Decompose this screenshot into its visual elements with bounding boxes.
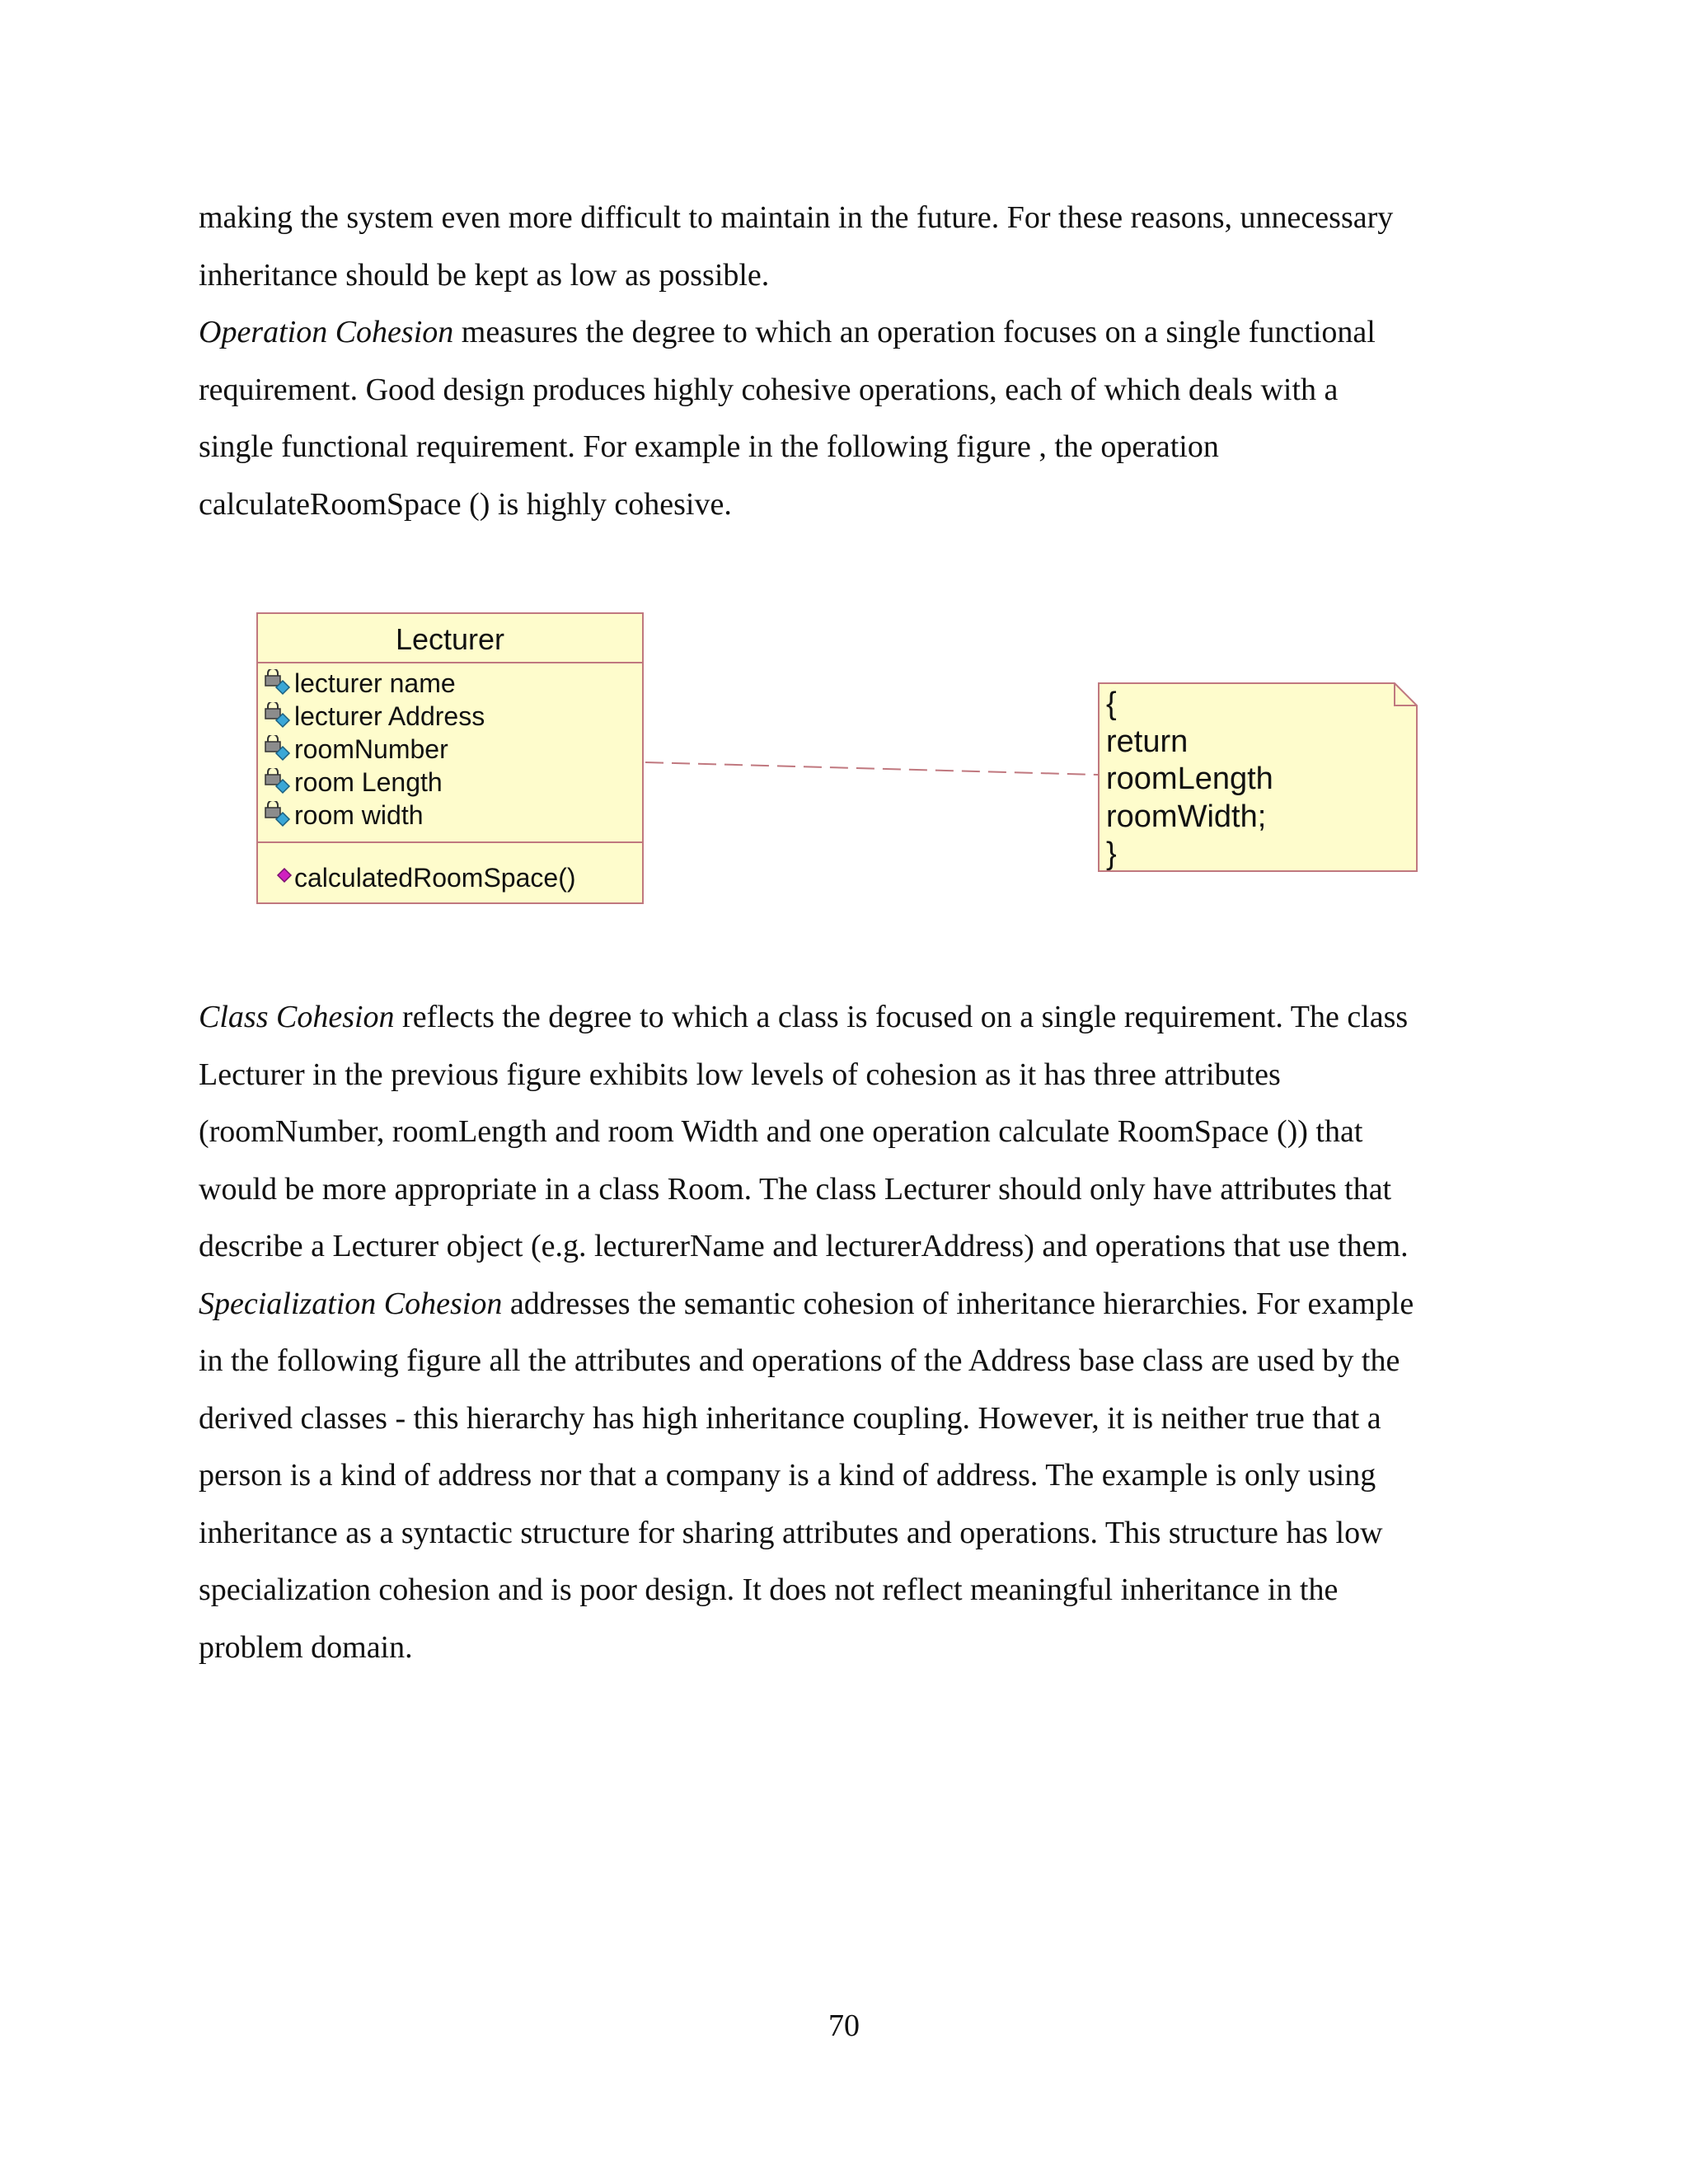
uml-attribute <box>258 799 642 832</box>
uml-attribute <box>258 667 642 700</box>
uml-attribute-label: roomNumber <box>294 733 448 764</box>
uml-operation-label: calculatedRoomSpace() <box>294 862 576 893</box>
uml-attribute <box>258 700 642 733</box>
text-line: in the following figure all the attributes and operations of the Address base class are used by the <box>199 1343 1400 1378</box>
text-line: Lecturer in the previous figure exhibits low levels of cohesion as it has three attributes <box>199 1057 1281 1092</box>
uml-attribute-label: lecturer name <box>294 668 456 698</box>
text-fragment: reflects the degree to which a class is focused on a single requirement. The class <box>394 1000 1409 1034</box>
text-fragment: addresses the semantic cohesion of inheritance hierarchies. For example <box>502 1286 1414 1321</box>
text-line: derived classes - this hierarchy has high inheritance coupling. However, it is neither true that a <box>199 1400 1381 1436</box>
uml-note <box>1098 682 1418 872</box>
private-attribute-icon <box>263 768 293 796</box>
note-line: return <box>1106 724 1189 759</box>
text-line: describe a Lecturer object (e.g. lecturerName and lecturerAddress) and operations that use them. <box>199 1229 1409 1263</box>
uml-attribute <box>258 766 642 799</box>
uml-attribute <box>258 733 642 766</box>
text-line: (roomNumber, roomLength and room Width and one operation calculate RoomSpace ()) that <box>199 1114 1363 1149</box>
text-line: inheritance should be kept as low as possible. <box>199 257 770 293</box>
text-line <box>199 989 1509 1047</box>
note-line: roomLength <box>1106 762 1273 796</box>
term-specialization-cohesion: Specialization Cohesion <box>199 1286 503 1321</box>
text-line <box>199 1276 1509 1333</box>
text-line <box>199 304 1509 362</box>
uml-operation-list <box>258 843 642 894</box>
text-line: requirement. Good design produces highly cohesive operations, each of which deals with a <box>199 372 1339 407</box>
text-line: problem domain. <box>199 1629 413 1665</box>
private-attribute-icon <box>263 702 293 730</box>
term-class-cohesion: Class Cohesion <box>199 1000 395 1034</box>
uml-operation <box>258 861 642 894</box>
note-line: } <box>1106 837 1117 871</box>
note-line: { <box>1106 687 1117 721</box>
dashed-note-link <box>645 762 1098 775</box>
text-line: specialization cohesion and is poor design. It does not reflect meaningful inheritance in the <box>199 1572 1339 1607</box>
text-line: making the system even more difficult to maintain in the future. For these reasons, unnecessary <box>199 200 1394 235</box>
note-line: roomWidth; <box>1106 799 1267 834</box>
text-line: calculateRoomSpace () is highly cohesive. <box>199 486 732 522</box>
uml-class-lecturer <box>256 612 644 904</box>
uml-attribute-label: room Length <box>294 766 443 797</box>
text-line: single functional requirement. For example in the following figure , the operation <box>199 429 1219 464</box>
text-line: person is a kind of address nor that a company is a kind of address. The example is only using <box>199 1458 1376 1493</box>
uml-attribute-label: lecturer Address <box>294 701 485 731</box>
page-number: 70 <box>828 2008 860 2043</box>
text-line: inheritance as a syntactic structure for sharing attributes and operations. This structure has low <box>199 1515 1383 1550</box>
private-attribute-icon <box>263 735 293 763</box>
uml-attribute-list <box>258 663 642 843</box>
paragraph-intro <box>199 190 1509 533</box>
public-operation-icon <box>276 865 294 890</box>
text-fragment: measures the degree to which an operation focuses on a single functional <box>453 315 1376 349</box>
uml-attribute-label: room width <box>294 799 424 830</box>
term-operation-cohesion: Operation Cohesion <box>199 315 454 349</box>
note-body <box>1106 686 1273 874</box>
paragraph-cohesion <box>199 989 1509 1676</box>
text-line: would be more appropriate in a class Room. The class Lecturer should only have attributes that <box>199 1171 1392 1207</box>
private-attribute-icon <box>263 801 293 829</box>
private-attribute-icon <box>263 669 293 697</box>
uml-class-name: Lecturer <box>258 614 642 663</box>
